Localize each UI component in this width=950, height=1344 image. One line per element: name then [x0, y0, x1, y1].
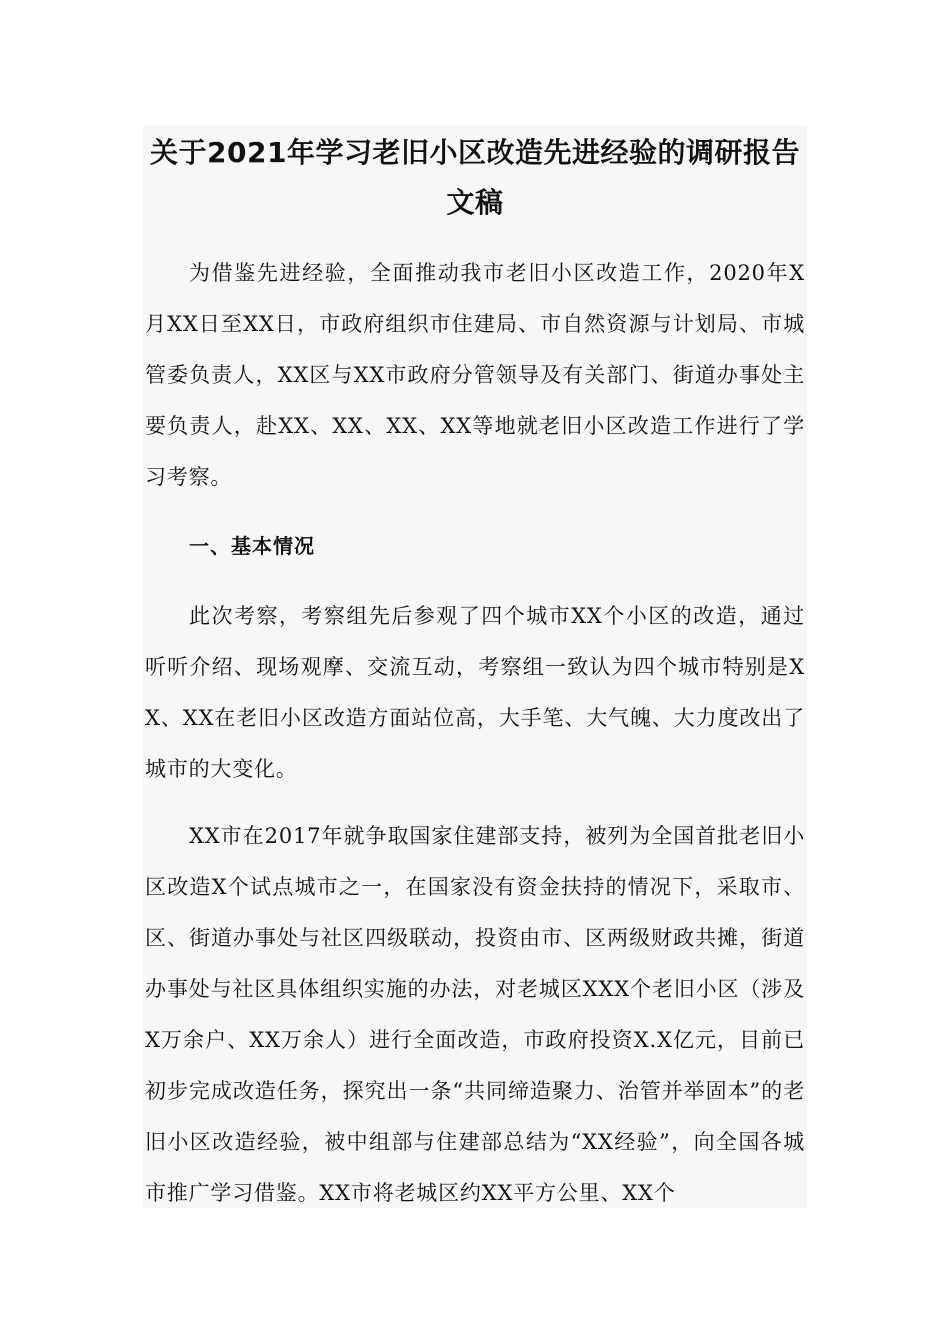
- section-heading-basic-situation: 一、基本情况: [189, 534, 315, 558]
- paragraph-city-experience: XX市在2017年就争取国家住建部支持，被列为全国首批老旧小区改造X个试点城市之一，在国家没有资金扶持的情况下，采取市、区、街道办事处与社区四级联动，投资由市、区两级财政共摊，街道办事处与社区具体组织实施的办法，对老城区XXX个老旧小区（涉及X万余户、XX万余人）进行全面改造，市政府投资X.X亿元，目前已初步完成改造任务，探究出一条“共同缔造聚力、治管并举固本”的老旧小区改造经验，被中组部与住建部总结为“XX经验”，向全国各城市推广学习借鉴。XX市将老城区约XX平方公里、XX个: [145, 824, 805, 1205]
- paragraph-inspection-overview: 此次考察，考察组先后参观了四个城市XX个小区的改造，通过听听介绍、现场观摩、交流互动，考察组一致认为四个城市特别是XX、XX在老旧小区改造方面站位高，大手笔、大气魄、大力度改出了城市的大变化。: [145, 604, 805, 781]
- document-title: 关于2021年学习老旧小区改造先进经验的调研报告文稿: [150, 136, 800, 219]
- paragraph-intro: 为借鉴先进经验，全面推动我市老旧小区改造工作，2020年X月XX日至XX日，市政府组织市住建局、市自然资源与计划局、市城管委负责人，XX区与XX市政府分管领导及有关部门、街道办事处主要负责人，赴XX、XX、XX、XX等地就老旧小区改造工作进行了学习考察。: [145, 261, 805, 489]
